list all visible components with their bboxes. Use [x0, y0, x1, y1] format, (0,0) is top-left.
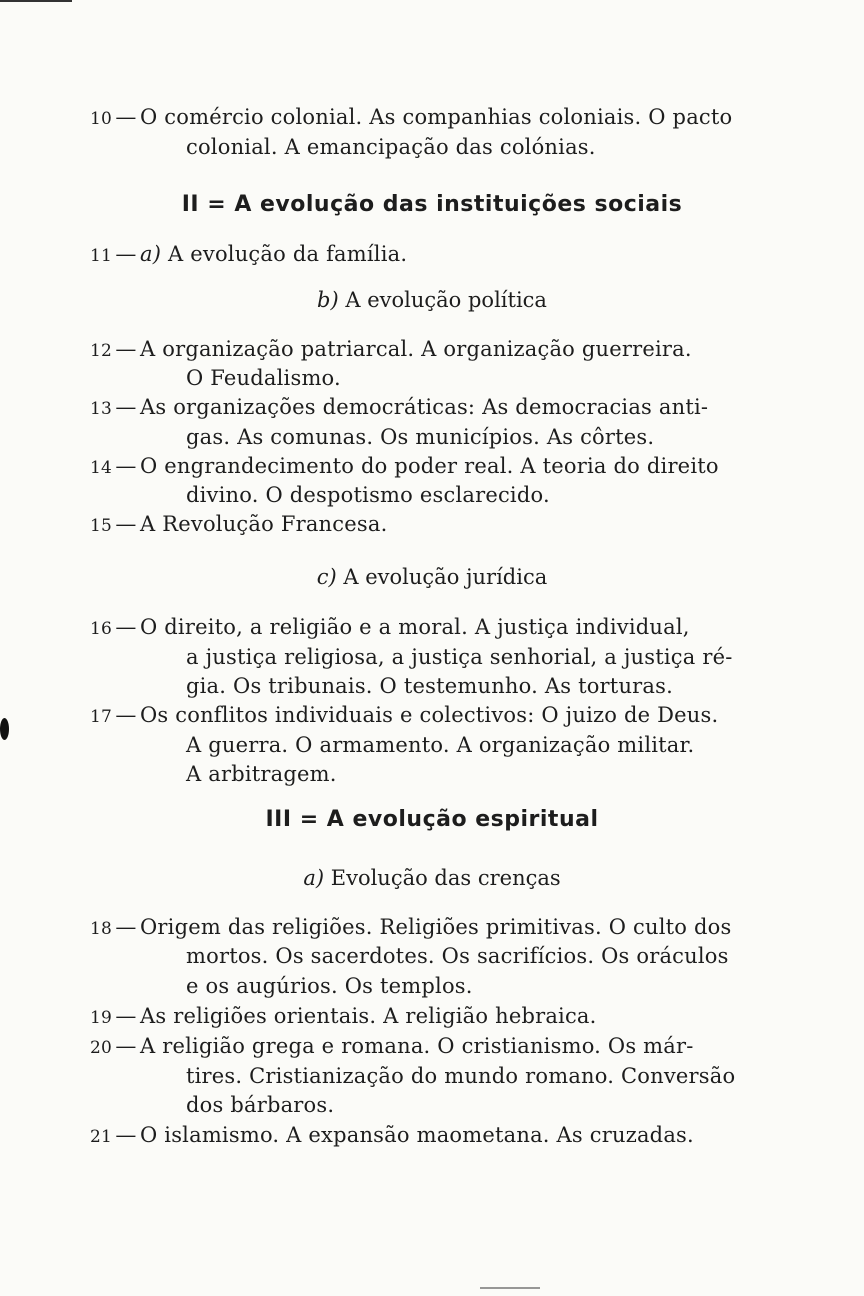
entry-14: [74, 452, 719, 482]
entry-text: Os conflitos individuais e colectivos: O juizo de Deus.: [140, 703, 719, 727]
subheading-b: [0, 288, 864, 312]
entry-16-continuation: a justiça religiosa, a justiça senhorial, a justiça ré-: [186, 645, 733, 669]
entry-15: [74, 510, 387, 540]
entry-number: 16: [89, 619, 112, 639]
entry-dash: —: [115, 1034, 137, 1058]
subheading-text: A evolução política: [345, 288, 547, 312]
entry-10-continuation: colonial. A emancipação das colónias.: [186, 135, 596, 159]
entry-21: [74, 1121, 694, 1151]
entry-marker: a): [140, 242, 162, 266]
entry-dash: —: [115, 337, 137, 361]
entry-16: [74, 613, 690, 643]
entry-13-continuation: gas. As comunas. Os municípios. As côrtes.: [186, 425, 655, 449]
entry-text: A evolução da família.: [168, 242, 408, 266]
entry-dash: —: [115, 1004, 137, 1028]
entry-17-continuation: A arbitragem.: [186, 762, 337, 786]
entry-number: 10: [89, 109, 112, 129]
entry-number: 12: [89, 341, 112, 361]
entry-20-continuation: tires. Cristianização do mundo romano. Conversão: [186, 1064, 736, 1088]
entry-19: [74, 1002, 597, 1032]
bottom-smudge: [480, 1287, 540, 1289]
entry-dash: —: [115, 512, 137, 536]
entry-text: O islamismo. A expansão maometana. As cruzadas.: [140, 1123, 694, 1147]
entry-text: O comércio colonial. As companhias coloniais. O pacto: [140, 105, 733, 129]
entry-18-continuation: e os augúrios. Os templos.: [186, 974, 473, 998]
entry-number: 11: [89, 246, 112, 266]
entry-dash: —: [115, 915, 137, 939]
entry-text: A religião grega e romana. O cristianismo. Os már-: [140, 1034, 694, 1058]
subheading-marker: a): [303, 866, 325, 890]
entry-text: O engrandecimento do poder real. A teoria do direito: [140, 454, 719, 478]
section-heading-ii: II = A evolução das instituições sociais: [181, 192, 683, 217]
entry-14-continuation: divino. O despotismo esclarecido.: [186, 483, 550, 507]
entry-text: O direito, a religião e a moral. A justiça individual,: [140, 615, 690, 639]
entry-12-continuation: O Feudalismo.: [186, 366, 341, 390]
entry-dash: —: [115, 454, 137, 478]
entry-text: A Revolução Francesa.: [140, 512, 388, 536]
entry-18-continuation: mortos. Os sacerdotes. Os sacrifícios. Os oráculos: [186, 944, 729, 968]
subheading-marker: b): [317, 288, 339, 312]
entry-number: 19: [89, 1008, 112, 1028]
entry-dash: —: [115, 105, 137, 129]
entry-17: [74, 701, 718, 731]
top-rule: [0, 0, 72, 2]
entry-16-continuation: gia. Os tribunais. O testemunho. As torturas.: [186, 674, 673, 698]
entry-number: 20: [89, 1038, 112, 1058]
entry-dash: —: [115, 703, 137, 727]
subheading-text: Evolução das crenças: [330, 866, 561, 890]
entry-text: As organizações democráticas: As democracias anti-: [140, 395, 709, 419]
subheading-c: [0, 565, 864, 589]
entry-20: [74, 1032, 694, 1062]
entry-12: [74, 335, 692, 365]
entry-number: 15: [89, 516, 112, 536]
margin-ink-mark: [0, 718, 9, 740]
subheading-text: A evolução jurídica: [343, 565, 548, 589]
entry-dash: —: [115, 242, 137, 266]
subheading-a: [0, 866, 864, 890]
entry-number: 13: [89, 399, 112, 419]
entry-number: 14: [89, 458, 112, 478]
entry-20-continuation: dos bárbaros.: [186, 1093, 335, 1117]
section-heading-iii: III = A evolução espiritual: [265, 807, 599, 832]
entry-dash: —: [115, 395, 137, 419]
entry-13: [74, 393, 708, 423]
entry-dash: —: [115, 615, 137, 639]
entry-11: [74, 240, 407, 270]
entry-number: 18: [89, 919, 112, 939]
subheading-marker: c): [316, 565, 337, 589]
entry-dash: —: [115, 1123, 137, 1147]
entry-10: [74, 103, 732, 133]
entry-17-continuation: A guerra. O armamento. A organização militar.: [186, 733, 695, 757]
entry-text: Origem das religiões. Religiões primitivas. O culto dos: [140, 915, 732, 939]
entry-number: 17: [89, 707, 112, 727]
entry-18: [74, 913, 731, 943]
entry-number: 21: [89, 1127, 112, 1147]
entry-text: A organização patriarcal. A organização guerreira.: [140, 337, 692, 361]
entry-text: As religiões orientais. A religião hebraica.: [140, 1004, 597, 1028]
